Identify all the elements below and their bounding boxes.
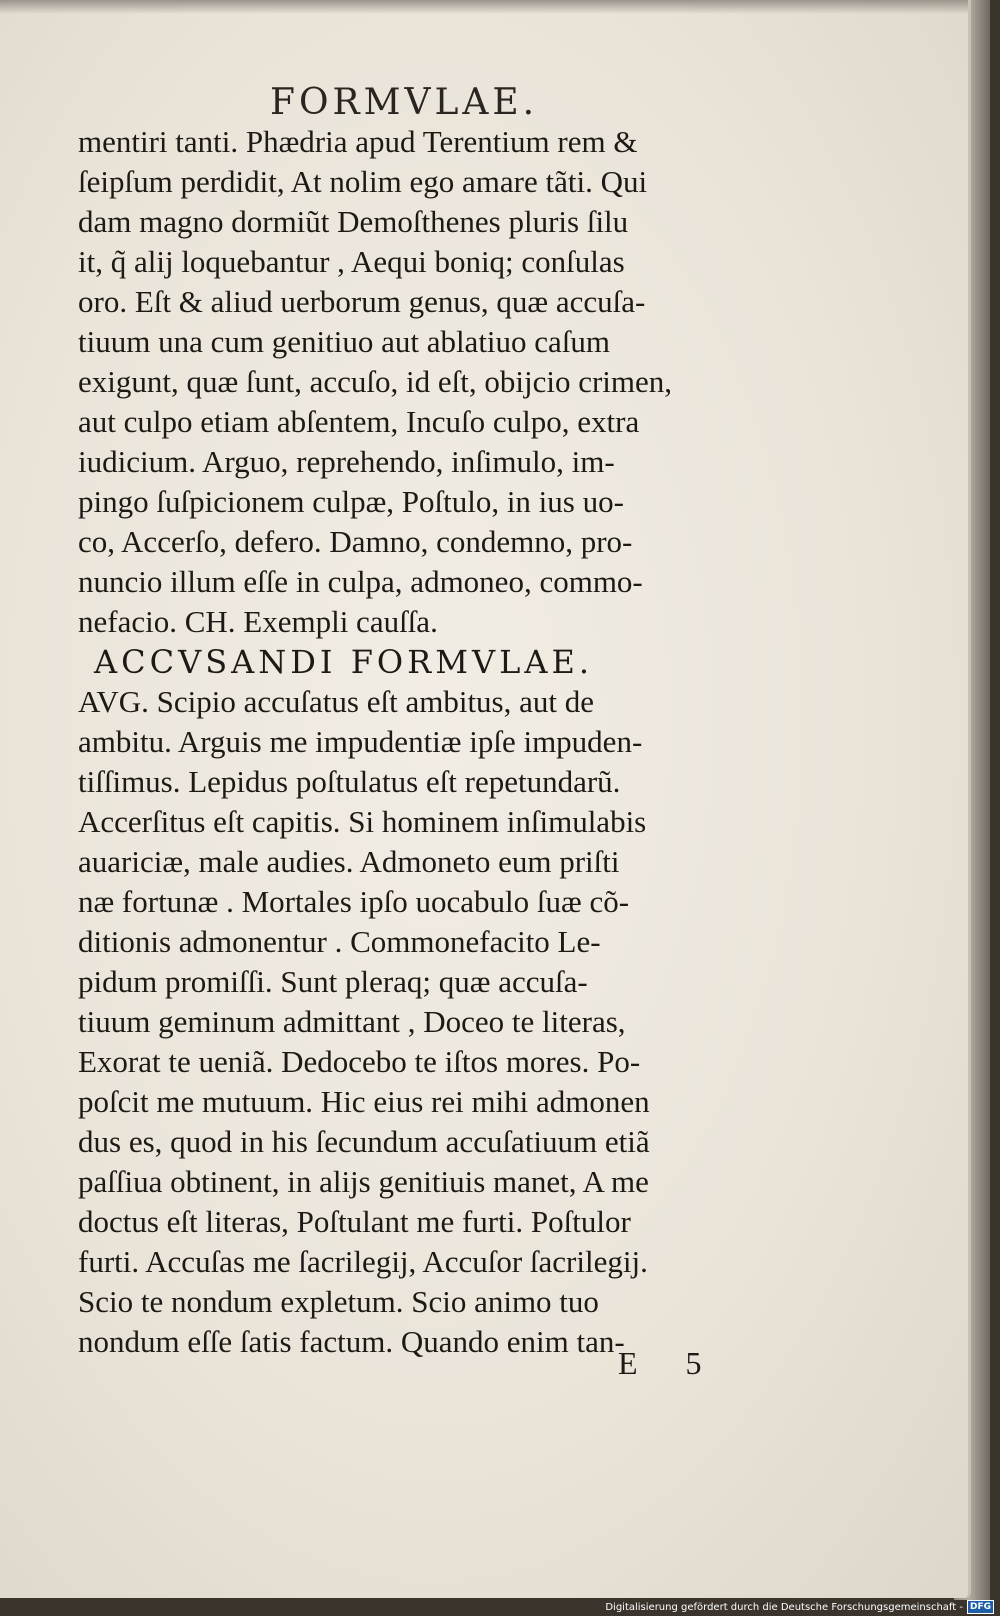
text-line: næ fortunæ . Mortales ipſo uocabulo ſuæ cõ- — [78, 884, 630, 919]
text-line: AVG. Scipio accuſatus eſt ambitus, aut de — [78, 684, 594, 719]
text-line: ambitu. Arguis me impudentiæ ipſe impuden- — [78, 724, 643, 759]
text-line: iudicium. Arguo, reprehendo, inſimulo, im- — [78, 444, 615, 479]
text-line: tiuum una cum genitiuo aut ablatiuo caſum — [78, 324, 611, 359]
text-block — [78, 122, 798, 1362]
text-line: nuncio illum eſſe in culpa, admoneo, commo- — [78, 564, 643, 599]
top-shadow — [0, 0, 968, 14]
footer-credit: Digitalisierung gefördert durch die Deutsche Forschungsgemeinschaft - — [605, 1601, 963, 1613]
text-line: pingo ſuſpicionem culpæ, Poſtulo, in ius uo- — [78, 484, 624, 519]
text-line: it, q̃ alij loquebantur , Aequi boniq; conſulas — [78, 244, 625, 279]
text-line: dam magno dormiũt Demoſthenes pluris ſilu — [78, 204, 629, 239]
text-line: Scio te nondum expletum. Scio animo tuo — [78, 1284, 599, 1319]
text-line: Accerſitus eſt capitis. Si hominem inſimulabis — [78, 804, 647, 839]
section-heading: ACCVSANDI FORMVLAE. — [94, 643, 593, 681]
text-line: nefacio. CH. Exempli cauſſa. — [78, 604, 438, 639]
text-line: auariciæ, male audies. Admoneto eum priſti — [78, 844, 620, 879]
digitization-footer — [605, 1600, 994, 1614]
text-line: nondum eſſe ſatis factum. Quando enim tan- — [78, 1324, 625, 1359]
text-line: pidum promiſſi. Sunt pleraq; quæ accuſa- — [78, 964, 588, 999]
running-head: FORMVLAE. — [270, 82, 539, 123]
signature-mark: E 5 — [618, 1345, 722, 1381]
text-line: oro. Eſt & aliud uerborum genus, quæ accuſa- — [78, 284, 646, 319]
text-line: furti. Accuſas me ſacrilegij, Accuſor ſacrilegij. — [78, 1244, 648, 1279]
text-line: aut culpo etiam abſentem, Incuſo culpo, extra — [78, 404, 640, 439]
text-line: Exorat te ueniã. Dedocebo te iſtos mores. Po- — [78, 1044, 641, 1079]
text-line: ditionis admonentur . Commonefacito Le- — [78, 924, 601, 959]
text-line: tiſſimus. Lepidus poſtulatus eſt repetundarũ. — [78, 764, 621, 799]
text-line: tiuum geminum admittant , Doceo te literas, — [78, 1004, 626, 1039]
text-line: co, Accerſo, defero. Damno, condemno, pro- — [78, 524, 633, 559]
text-line: exigunt, quæ ſunt, accuſo, id eſt, obijcio crimen, — [78, 364, 673, 399]
dfg-logo: DFG — [967, 1600, 994, 1614]
text-line: poſcit me mutuum. Hic eius rei mihi admonen — [78, 1084, 650, 1119]
text-line: paſſiua obtinent, in alijs genitiuis manet, A me — [78, 1164, 649, 1199]
text-line: dus es, quod in his ſecundum accuſatiuum etiã — [78, 1124, 650, 1159]
text-line: mentiri tanti. Phædria apud Terentium rem & — [78, 124, 638, 159]
text-line: ſeipſum perdidit, At nolim ego amare tãti. Qui — [78, 164, 648, 199]
text-line: doctus eſt literas, Poſtulant me furti. Poſtulor — [78, 1204, 631, 1239]
